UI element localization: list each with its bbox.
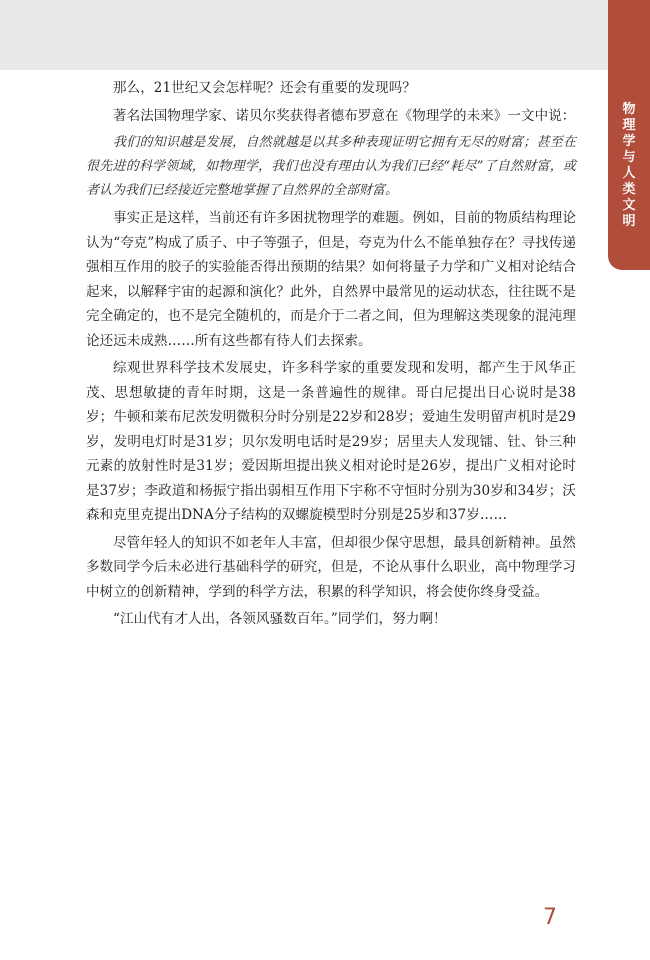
top-band [0,0,650,70]
paragraph-closing: “江山代有才人出，各领风骚数百年。”同学们，努力啊！ [113,611,447,627]
page-content [86,76,576,635]
page-number: 7 [543,905,557,930]
paragraph-young-scientists: 综观世界科学技术发展史，许多科学家的重要发现和发明，都产生于风华正茂、思想敏捷的青年时期，这是一条普遍性的规律。哥白尼提出日心说时是38岁；牛顿和莱布尼茨发明微积分时分别是22岁和28岁；爱迪生发明留声机时是29岁，发明电灯时是31岁；贝尔发明电话时是29岁；居里夫人发现镭、钍、钋三种元素的放射性时是31岁；爱因斯坦提出狭义相对论时是26岁，提出广义相对论时是37岁；李政道和杨振宁指出弱相互作用下宇称不守恒时分别为30岁和34岁；沃森和克里克提出DNA分子结构的双螺旋模型时分别是25岁和37岁…… [86,360,576,523]
de-broglie-quote: 我们的知识越是发展，自然就越是以其多种表现证明它拥有无尽的财富；甚至在很先进的科学领域，如物理学，我们也没有理由认为我们已经“耗尽”了自然财富，或者认为我们已经接近完整地掌握了自然界的全部财富。 [86,135,576,198]
paragraph-open-problems: 事实正是这样，当前还有许多困扰物理学的难题。例如，目前的物质结构理论认为“夸克”构成了质子、中子等强子，但是，夸克为什么不能单独存在？寻找传递强相互作用的胶子的实验能否得出预期的结果？如何将量子力学和广义相对论结合起来，以解释宇宙的起源和演化？此外，自然界中最常见的运动状态，往往既不是完全确定的，也不是完全随机的，而是介于二者之间，但为理解这类现象的混沌理论还远未成熟……所有这些都有待人们去探索。 [86,210,577,349]
paragraph-de-broglie-intro: 著名法国物理学家、诺贝尔奖获得者德布罗意在《物理学的未来》一文中说： [113,107,576,124]
chapter-side-tab-label: 物理学与人类文明 [622,102,636,229]
paragraph-question: 那么，21世纪又会怎样呢？还会有重要的发现吗？ [113,80,416,96]
chapter-side-tab [608,0,650,270]
paragraph-innovation: 尽管年轻人的知识不如老年人丰富，但却很少保守思想，最具创新精神。虽然多数同学今后未必进行基础科学的研究，但是，不论从事什么职业，高中物理学习中树立的创新精神，学到的科学方法，积累的科学知识，将会使你终身受益。 [86,534,576,600]
